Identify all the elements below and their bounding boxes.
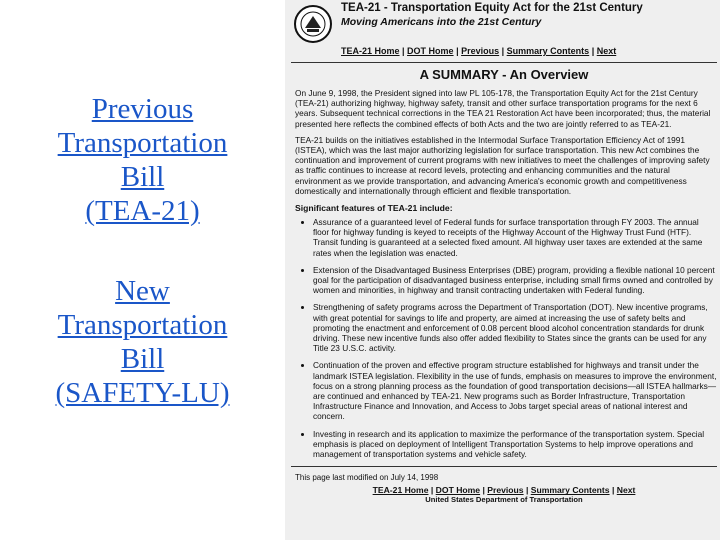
nav-dot-home[interactable]: DOT Home [407, 46, 454, 56]
link-line: Transportation [57, 127, 228, 159]
footer-nav-tea21-home[interactable]: TEA-21 Home [372, 485, 429, 496]
list-item: • Strengthening of safety programs across the Department of Transportation (DOT). New incentive programs, with great potential for savings to life and property, are aimed at increasing the use of safety belts and promoting the enactment and enforcement of 0.08 percent blood alcohol concentration standards for drunk driving. These new incentive funds also offer added flexibility to States since the grants can be used for any Title 23 U.S.C. activity. [313, 302, 717, 353]
link-line: New [115, 275, 170, 307]
summary-title: A SUMMARY - An Overview [419, 67, 589, 82]
nav-previous[interactable]: Previous [461, 46, 500, 56]
doc-footer-nav: TEA-21 Home | DOT Home | Previous | Summary Contents | Next [372, 485, 636, 496]
scanned-document-image [285, 0, 720, 540]
divider [291, 62, 717, 63]
footer-nav-next[interactable]: Next [616, 485, 636, 496]
list-item: • Continuation of the proven and effective program structure established for highways and transit under the landmark ISTEA legislation. Flexibility in the use of funds, emphasis on measures to improve the environment, focus on a strong planning process as the foundation of good transportation decisions—all ISTEA hallmarks—are continued and enhanced by TEA-21. New programs such as Border Infrastructure, Transportation Infrastructure Finance and Innovation, and Access to Jobs target special areas of national interest and concern. [313, 360, 717, 421]
doc-header [291, 2, 717, 44]
doc-top-nav: TEA-21 Home | DOT Home | Previous | Summary Contents | Next [341, 46, 617, 56]
intro-paragraph: On June 9, 1998, the President signed into law PL 105-178, the Transportation Equity Act for the 21st Century (TEA-21) authorizing highway, highway safety, transit and other surface transportation programs for the next 6 years. Subsequent technical corrections in the TEA 21 Restoration Act have been incorporated; thus, the material presented here reflects the combined effects of both Acts and the two are jointly referred to as TEA-21. [295, 88, 711, 129]
link-line: Bill [120, 343, 165, 375]
list-item: • Extension of the Disadvantaged Business Enterprises (DBE) program, providing a flexible national 10 percent goal for the participation of disadvantaged business enterprise, including small firms owned and controlled by women and minorities, in highway and transit contracting undertaken with Federal funding. [313, 265, 717, 296]
dot-seal-icon [293, 4, 333, 44]
slide-left-panel [0, 0, 285, 540]
footer-department: United States Department of Transportation [425, 495, 583, 505]
link-line: Previous [91, 93, 194, 125]
doc-header-title: TEA-21 - Transportation Equity Act for the 21st Century [341, 2, 643, 14]
list-item: • Assurance of a guaranteed level of Federal funds for surface transportation through FY 2003. The annual floor for highway funding is keyed to receipts of the Highway Account of the Highway Trust Fund (HTF). Transit funding is guaranteed at a selected fixed amount. All highway user taxes are extended at the same rates when the legislation was enacted. [313, 217, 717, 258]
footer-nav-dot-home[interactable]: DOT Home [435, 485, 481, 496]
last-modified: This page last modified on July 14, 1998 [295, 473, 439, 483]
previous-transportation-bill-link[interactable] [58, 92, 228, 228]
footer-nav-summary-contents[interactable]: Summary Contents [530, 485, 610, 496]
doc-header-subtitle: Moving Americans into the 21st Century [341, 16, 542, 28]
features-heading: Significant features of TEA-21 include: [295, 203, 453, 214]
features-list [291, 217, 717, 459]
link-line: Transportation [57, 309, 228, 341]
nav-next[interactable]: Next [596, 46, 617, 56]
nav-tea21-home[interactable]: TEA-21 Home [341, 46, 400, 56]
nav-summary-contents[interactable]: Summary Contents [506, 46, 590, 56]
link-line: (SAFETY-LU) [55, 377, 230, 409]
istea-paragraph: TEA-21 builds on the initiatives established in the Intermodal Surface Transportation Efficiency Act of 1991 (ISTEA), which was the last major authorizing legislation for surface transportation. This new Act combines the continuation and improvement of current programs with new initiatives to meet the challenges of improving safety as traffic continues to increase at record levels, protecting and enhancing communities and the natural environment as we provide transportation, and advancing America's economic growth and competitiveness domestically and internationally through efficient and flexible transportation. [295, 134, 710, 196]
link-line: (TEA-21) [85, 195, 200, 227]
new-transportation-bill-link[interactable] [56, 274, 230, 410]
divider [291, 466, 717, 467]
list-item: • Investing in research and its application to maximize the performance of the transportation system. Special emphasis is placed on deployment of Intelligent Transportation Systems to help improve operations and management of transportation systems and vehicle safety. [313, 429, 717, 460]
link-line: Bill [120, 161, 165, 193]
footer-nav-previous[interactable]: Previous [487, 485, 524, 496]
